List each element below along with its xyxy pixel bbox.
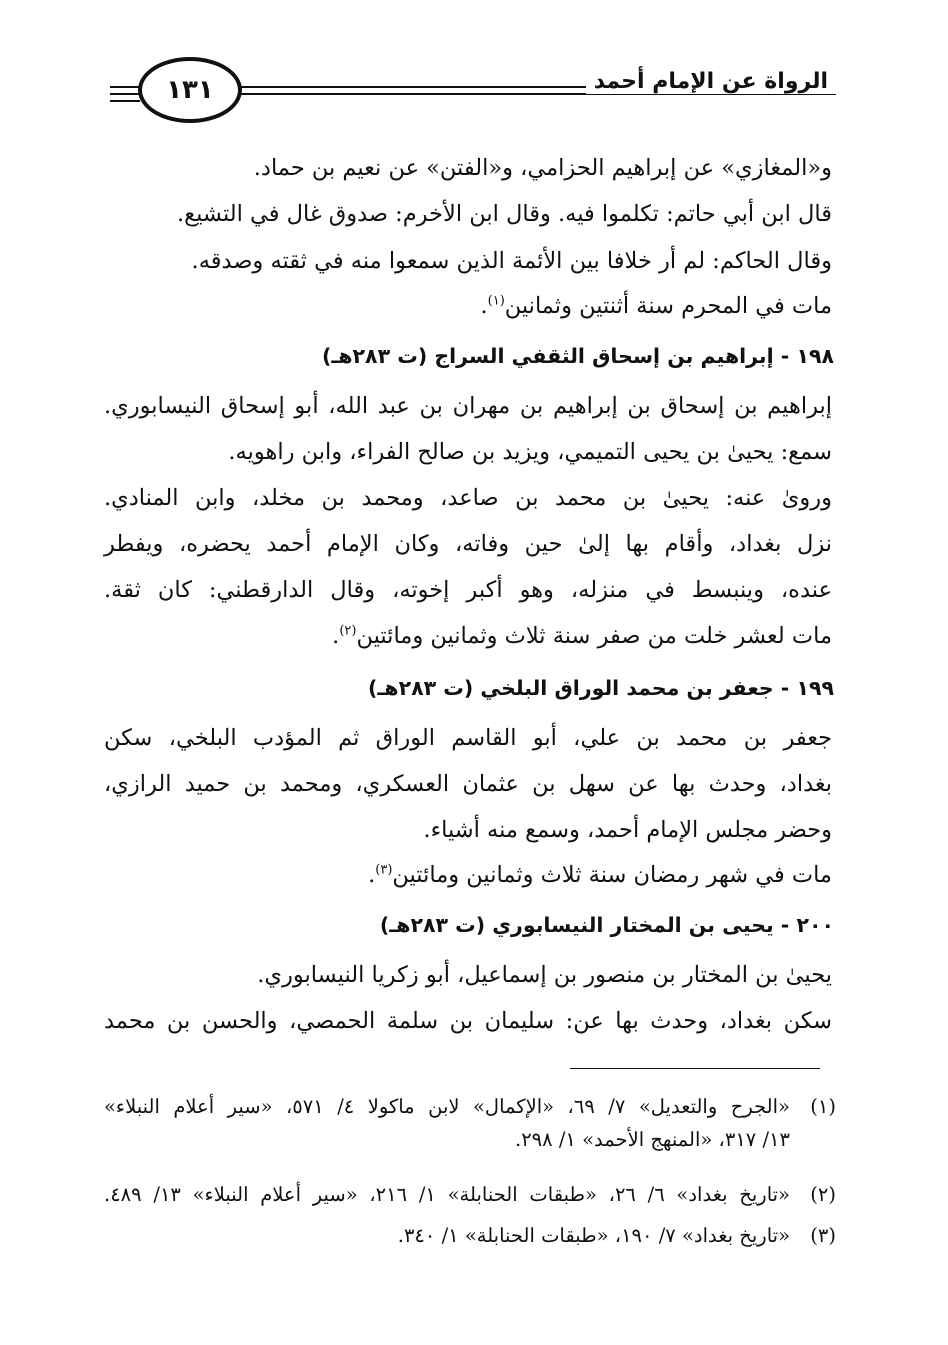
- entry-line: سكن بغداد، وحدث بها عن: سليمان بن سلمة الحمصي، والحسن بن محمد: [104, 1008, 832, 1034]
- entry-heading-200: ٢٠٠ - يحيى بن المختار النيسابوري (ت ٢٨٣هـ): [379, 913, 834, 937]
- running-title: الرواة عن الإمام أحمد: [586, 69, 836, 94]
- period: .: [368, 862, 376, 888]
- entry-line: وحضر مجلس الإمام أحمد، وسمع منه أشياء.: [423, 817, 832, 843]
- body-line: و«المغازي» عن إبراهيم الحزامي، و«الفتن» عن نعيم بن حماد.: [253, 155, 832, 181]
- body-line-text: مات لعشر خلت من صفر سنة ثلاث وثمانين ومائتين: [356, 623, 832, 649]
- body-line-with-note: [480, 293, 832, 320]
- footnote-line: «تاريخ بغداد» ٧/ ١٩٠، «طبقات الحنابلة» ١/ ٣٤٠.: [397, 1224, 790, 1247]
- entry-line: إبراهيم بن إسحاق بن إبراهيم بن مهران بن عبد الله، أبو إسحاق النيسابوري.: [104, 393, 832, 419]
- footnote-ref: (١): [487, 293, 505, 309]
- body-line-text: مات في المحرم سنة أثنتين وثمانين: [504, 293, 832, 319]
- body-line-text: مات في شهر رمضان سنة ثلاث وثمانين ومائتين: [392, 862, 832, 888]
- body-line: وقال الحاكم: لم أر خلافا بين الأئمة الذين سمعوا منه في ثقته وصدقه.: [191, 248, 832, 274]
- entry-line-with-note: [368, 862, 832, 889]
- entry-line: سمع: يحيىٰ بن يحيى التميمي، ويزيد بن صالح الفراء، وابن راهويه.: [228, 439, 832, 465]
- entry-heading-199: ١٩٩ - جعفر بن محمد الوراق البلخي (ت ٢٨٣هـ): [367, 676, 834, 700]
- footnote-number: (١): [810, 1095, 836, 1118]
- entry-line: جعفر بن محمد بن علي، أبو القاسم الوراق ثم المؤدب البلخي، سكن: [104, 725, 832, 751]
- period: .: [480, 293, 488, 319]
- footnote-number: (٣): [810, 1224, 836, 1247]
- footnote-ref: (٢): [339, 623, 357, 639]
- entry-line: يحيىٰ بن المختار بن منصور بن إسماعيل، أبو زكريا النيسابوري.: [257, 962, 832, 988]
- body-line: قال ابن أبي حاتم: تكلموا فيه. وقال ابن الأخرم: صدوق غال في التشيع.: [176, 201, 832, 227]
- footnote-line: «الجرح والتعديل» ٧/ ٦٩، «الإكمال» لابن ماكولا ٤/ ٥٧١، «سير أعلام النبلاء»: [104, 1095, 790, 1118]
- footnote-ref: (٣): [375, 862, 393, 878]
- entry-line: نزل بغداد، وأقام بها إلىٰ حين وفاته، وكان الإمام أحمد يحضره، ويفطر: [104, 531, 832, 557]
- footnote-separator: [570, 1068, 820, 1069]
- entry-line: عنده، وينبسط في منزله، وهو أكبر إخوته، وقال الدارقطني: كان ثقة.: [104, 577, 832, 603]
- entry-line: وروىٰ عنه: يحيىٰ بن محمد بن صاعد، ومحمد بن مخلد، وابن المنادي.: [104, 485, 832, 511]
- entry-line: بغداد، وحدث بها عن سهل بن عثمان العسكري، ومحمد بن حميد الرازي،: [104, 771, 832, 797]
- footnote-line: ١٣/ ٣١٧، «المنهج الأحمد» ١/ ٢٩٨.: [515, 1128, 790, 1151]
- page-number: ١٣١: [138, 57, 242, 123]
- entry-heading-198: ١٩٨ - إبراهيم بن إسحاق الثقفي السراج (ت ٢٨٣هـ): [321, 344, 834, 368]
- header-rule-left-stub: [110, 100, 140, 102]
- footnote-line: «تاريخ بغداد» ٦/ ٢٦، «طبقات الحنابلة» ١/ ٢١٦، «سير أعلام النبلاء» ١٣/ ٤٨٩.: [104, 1183, 790, 1206]
- period: .: [332, 623, 340, 649]
- footnote-number: (٢): [810, 1183, 836, 1206]
- entry-line-with-note: [332, 623, 832, 650]
